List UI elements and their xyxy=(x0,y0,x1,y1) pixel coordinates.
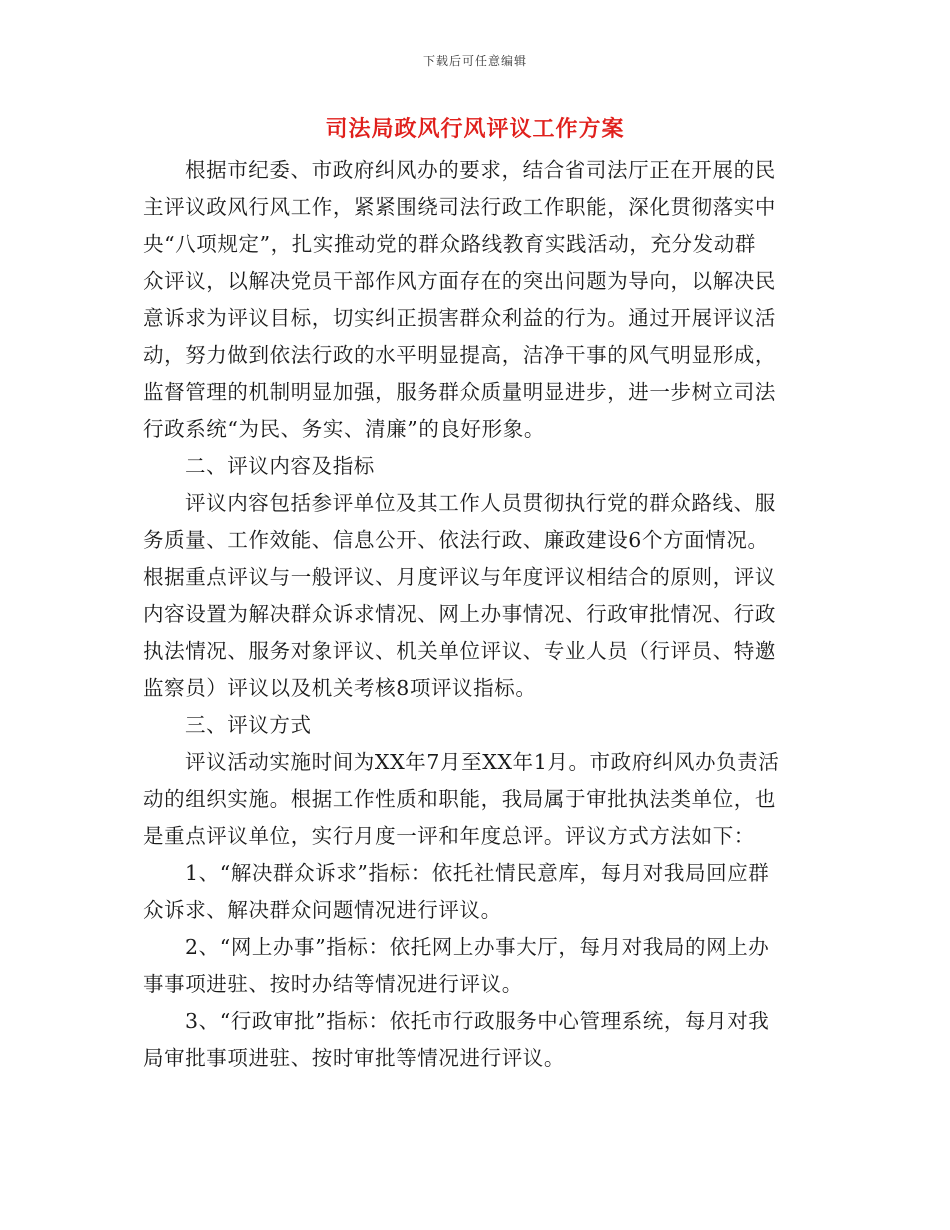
text-line: 执法情况、服务对象评议、机关单位评议、专业人员（行评员、特邀 xyxy=(143,639,776,663)
text-line: 根据市纪委、市政府纠风办的要求，结合省司法厅正在开展的民 xyxy=(185,158,776,182)
text-line: 意诉求为评议目标，切实纠正损害群众利益的行为。通过开展评议活 xyxy=(143,306,776,330)
text-line: 动，努力做到依法行政的水平明显提高，洁净干事的风气明显形成， xyxy=(143,343,776,367)
text-line: 二、评议内容及指标 xyxy=(185,454,375,478)
text-line: 监察员）评议以及机关考核8项评议指标。 xyxy=(143,676,537,700)
document-body xyxy=(143,152,808,1077)
text-line: 事事项进驻、按时办结等情况进行评议。 xyxy=(143,972,523,996)
text-line: 行政系统“为民、务实、清廉”的良好形象。 xyxy=(143,417,545,441)
text-line: 三、评议方式 xyxy=(185,713,312,737)
text-line: 内容设置为解决群众诉求情况、网上办事情况、行政审批情况、行政 xyxy=(143,602,776,626)
text-line: 评议内容包括参评单位及其工作人员贯彻执行党的群众路线、服 xyxy=(185,491,776,515)
text-line: 3、“行政审批”指标：依托市行政服务中心管理系统，每月对我 xyxy=(185,1009,770,1033)
text-line: 众诉求、解决群众问题情况进行评议。 xyxy=(143,898,502,922)
header-note: 下载后可任意编辑 xyxy=(422,54,527,68)
text-line: 主评议政风行风工作，紧紧围绕司法行政工作职能，深化贯彻落实中 xyxy=(143,195,776,219)
text-line: 评议活动实施时间为XX年7月至XX年1月。市政府纠风办负责活 xyxy=(185,750,780,774)
text-line: 央“八项规定”，扎实推动党的群众路线教育实践活动，充分发动群 xyxy=(143,232,756,256)
text-line: 务质量、工作效能、信息公开、依法行政、廉政建设6个方面情况。 xyxy=(143,528,769,552)
text-line: 根据重点评议与一般评议、月度评议与年度评议相结合的原则，评议 xyxy=(143,565,776,589)
text-line: 众评议，以解决党员干部作风方面存在的突出问题为导向，以解决民 xyxy=(143,269,776,293)
text-line: 2、“网上办事”指标：依托网上办事大厅，每月对我局的网上办 xyxy=(185,935,770,959)
text-line: 动的组织实施。根据工作性质和职能，我局属于审批执法类单位，也 xyxy=(143,787,776,811)
text-line: 是重点评议单位，实行月度一评和年度总评。评议方式方法如下： xyxy=(143,824,755,848)
text-line: 局审批事项进驻、按时审批等情况进行评议。 xyxy=(143,1046,565,1070)
text-line: 1、“解决群众诉求”指标：依托社情民意库，每月对我局回应群 xyxy=(185,861,770,885)
document-title: 司法局政风行风评议工作方案 xyxy=(325,117,625,142)
text-line: 监督管理的机制明显加强，服务群众质量明显进步，进一步树立司法 xyxy=(143,380,776,404)
